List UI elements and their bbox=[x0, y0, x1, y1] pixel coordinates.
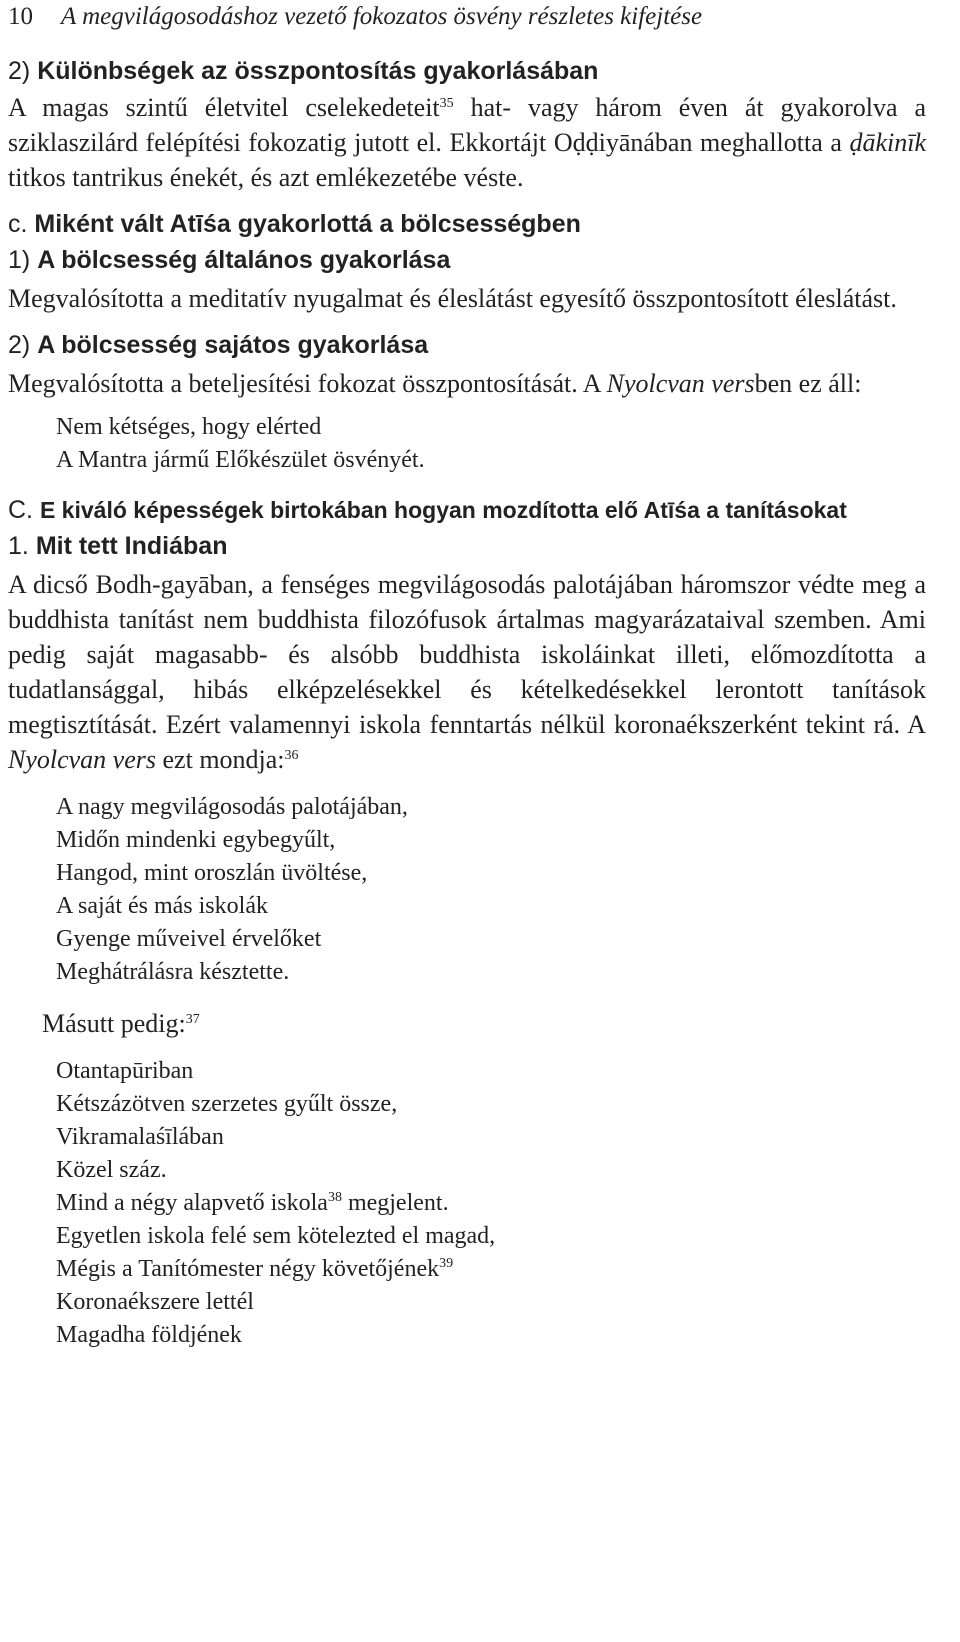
heading-title: Miként vált Atīśa gyakorlottá a bölcsességben bbox=[34, 210, 581, 238]
verse-line: Gyenge műveivel érvelőket bbox=[56, 926, 322, 952]
verse-line: Vikramalaśīlában bbox=[56, 1124, 224, 1150]
heading-label: C. bbox=[8, 496, 33, 524]
heading-label: c. bbox=[8, 210, 28, 238]
text-run: ben ez áll: bbox=[754, 369, 862, 398]
text-run: A dicső Bodh-gayāban, a fenséges megvilágosodás palotájában háromszor védte meg a buddhista tanítást nem buddhista filozófusok ártalmas magyarázataival szemben. Ami pedig saját magasabb- és alsóbb buddhista iskoláinkat illeti, előmozdította a tudatlansággal, hibás elképzelésekkel és kételkedésekkel lerontott tanítások megtisztítását. Ezért valamennyi iskola fenntartás nélkül koronaékszerként tekint rá. A bbox=[8, 570, 926, 739]
verse-line bbox=[56, 1253, 926, 1286]
verse-line: Midőn mindenki egybegyűlt, bbox=[56, 827, 336, 853]
heading-c1 bbox=[8, 245, 926, 275]
verse-quote-2 bbox=[56, 791, 926, 989]
italic-title: Nyolcvan vers bbox=[8, 745, 157, 774]
verse-line: Otantapūriban bbox=[56, 1058, 194, 1084]
text-run: A magas szintű életvitel cselekedeteit bbox=[8, 93, 440, 122]
text-run: titkos tantrikus énekét, és azt emlékezetébe véste. bbox=[8, 163, 524, 192]
footnote-ref-39[interactable]: 39 bbox=[439, 1256, 454, 1271]
verse-line: Meghátrálásra késztette. bbox=[56, 959, 290, 985]
heading-title: Különbségek az összpontosítás gyakorlásában bbox=[37, 57, 599, 85]
heading-c bbox=[8, 209, 926, 239]
verse-line: Magadha földjének bbox=[56, 1322, 242, 1348]
verse-line: A nagy megvilágosodás palotájában, bbox=[56, 794, 408, 820]
heading-1 bbox=[8, 531, 926, 561]
text-run: megjelent. bbox=[341, 1190, 449, 1216]
verse-quote-3 bbox=[56, 1055, 926, 1352]
verse-line: A saját és más iskolák bbox=[56, 893, 268, 919]
heading-title: E kiváló képességek birtokában hogyan mozdította elő Atīśa a tanításokat bbox=[39, 497, 847, 523]
page-content bbox=[8, 56, 926, 1364]
heading-C bbox=[8, 495, 926, 525]
verse-quote-1 bbox=[56, 411, 926, 477]
footnote-ref-37[interactable]: 37 bbox=[185, 1012, 200, 1027]
text-run: Mégis a Tanítómester négy követőjének bbox=[56, 1256, 440, 1282]
text-run: hat- vagy három éven át gyakorolva a sziklaszilárd felépítési fokozatig jutott el. Ekkortájt Oḍḍiyānában meghallotta a bbox=[8, 93, 926, 157]
italic-term: ḍākinīk bbox=[849, 128, 926, 157]
heading-b2 bbox=[8, 56, 926, 86]
heading-label: 1) bbox=[8, 246, 31, 274]
paragraph-3 bbox=[8, 366, 926, 401]
verse-line: Egyetlen iskola felé sem kötelezted el magad, bbox=[56, 1223, 496, 1249]
italic-title: Nyolcvan vers bbox=[606, 369, 755, 398]
footnote-ref-35[interactable]: 35 bbox=[439, 96, 454, 111]
verse-line: Közel száz. bbox=[56, 1157, 167, 1183]
paragraph-2: Megvalósította a meditatív nyugalmat és éleslátást egyesítő összpontosított éleslátást. bbox=[8, 284, 897, 313]
heading-label: 2) bbox=[8, 331, 31, 359]
verse-line: A Mantra jármű Előkészület ösvényét. bbox=[56, 447, 425, 473]
footnote-ref-36[interactable]: 36 bbox=[284, 748, 299, 763]
paragraph-4 bbox=[8, 567, 926, 777]
text-run: ezt mondja: bbox=[156, 745, 285, 774]
text-run: Megvalósította a beteljesítési fokozat összpontosítását. A bbox=[8, 369, 607, 398]
verse-line: Koronaékszere lettél bbox=[56, 1289, 254, 1315]
text-run: Mind a négy alapvető iskola bbox=[56, 1190, 328, 1216]
verse-line: Kétszázötven szerzetes gyűlt össze, bbox=[56, 1091, 398, 1117]
running-header bbox=[8, 2, 702, 32]
verse-line: Nem kétséges, hogy elérted bbox=[56, 414, 322, 440]
page-number: 10 bbox=[8, 3, 33, 30]
heading-title: Mit tett Indiában bbox=[35, 532, 228, 560]
heading-c2 bbox=[8, 330, 926, 360]
running-title: A megvilágosodáshoz vezető fokozatos ösvény részletes kifejtése bbox=[61, 3, 703, 30]
footnote-ref-38[interactable]: 38 bbox=[327, 1190, 342, 1205]
heading-title: A bölcsesség sajátos gyakorlása bbox=[37, 331, 429, 359]
transition-line bbox=[42, 1007, 926, 1041]
text-run: Másutt pedig: bbox=[42, 1009, 186, 1038]
verse-line bbox=[56, 1187, 926, 1220]
paragraph-1 bbox=[8, 90, 926, 195]
heading-label: 2) bbox=[8, 57, 31, 85]
verse-line: Hangod, mint oroszlán üvöltése, bbox=[56, 860, 368, 886]
heading-label: 1. bbox=[8, 532, 29, 560]
heading-title: A bölcsesség általános gyakorlása bbox=[37, 246, 451, 274]
